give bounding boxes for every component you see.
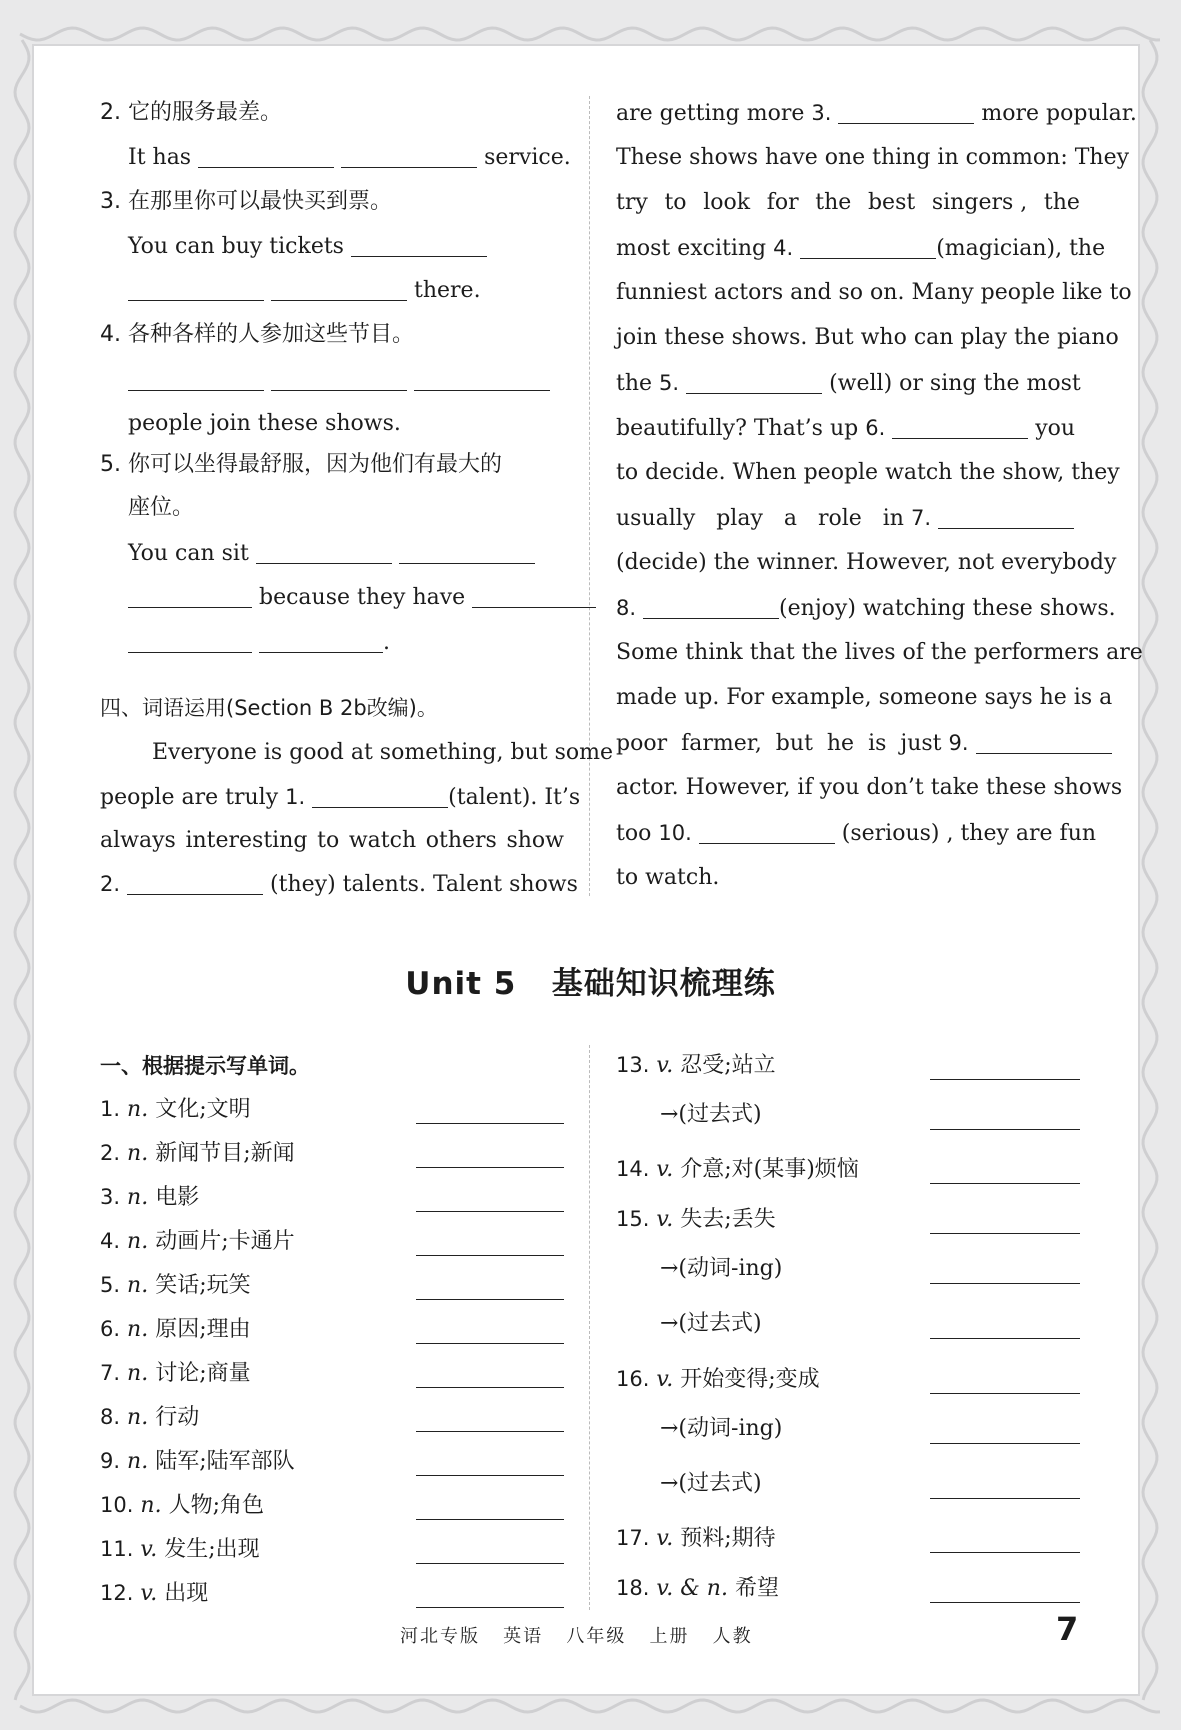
vocab-meaning: 新闻节目;新闻 — [155, 1141, 295, 1166]
answer-line[interactable] — [930, 1498, 1080, 1499]
answer-line[interactable] — [416, 1475, 564, 1476]
vocab-item — [100, 1534, 260, 1565]
passage-r3: try to look for the best singers , the — [616, 190, 1080, 215]
q4-english: people join these shows. — [128, 411, 401, 436]
page-number: 7 — [1056, 1610, 1079, 1648]
answer-blank[interactable] — [259, 630, 383, 653]
answer-line[interactable] — [416, 1123, 564, 1124]
passage-r11: (decide) the winner. However, not everybody — [616, 550, 1117, 575]
vocab-item-13-past: →(过去式) — [660, 1102, 762, 1127]
vocab-number: 12. — [100, 1581, 134, 1605]
vocab-item-16-ing: →(动词-ing) — [660, 1416, 783, 1441]
answer-blank-7[interactable] — [938, 506, 1074, 529]
vocab-pos: v. — [140, 1581, 158, 1606]
q4-chinese: 4. 各种各样的人参加这些节目。 — [100, 322, 414, 347]
passage-r4: most exciting 4. (magician), the — [616, 236, 1106, 261]
passage-r13: Some think that the lives of the performers are — [616, 640, 1143, 665]
answer-blank[interactable] — [128, 585, 252, 608]
q5-chinese: 5. 你可以坐得最舒服，因为他们有最大的 — [100, 452, 502, 477]
vocab-pos: n. — [127, 1141, 149, 1166]
passage-line-2: people are truly 1. (talent). It’s — [100, 785, 581, 810]
vocab-number: 9. — [100, 1449, 121, 1473]
answer-line[interactable] — [416, 1167, 564, 1168]
passage-r5: funniest actors and so on. Many people like to — [616, 280, 1132, 305]
q3-chinese: 3. 在那里你可以最快买到票。 — [100, 189, 392, 214]
vocab-meaning: 行动 — [155, 1405, 200, 1430]
vocab-meaning: 发生;出现 — [164, 1537, 260, 1562]
vocab-pos: n. — [127, 1317, 149, 1342]
answer-blank[interactable] — [414, 368, 550, 391]
vocab-meaning: 动画片;卡通片 — [155, 1229, 295, 1254]
q5-english: You can sit — [128, 539, 535, 569]
answer-blank-9[interactable] — [976, 731, 1112, 754]
vocab-number: 4. — [100, 1229, 121, 1253]
vocab-pos: n. — [127, 1273, 149, 1298]
answer-line[interactable] — [930, 1129, 1080, 1130]
unit-title: 基础知识梳理练 — [551, 966, 776, 1002]
passage-r16: actor. However, if you don’t take these shows — [616, 775, 1123, 800]
vocab-number: 5. — [100, 1273, 121, 1297]
column-divider-bottom — [589, 1045, 590, 1610]
vocab-item — [100, 1490, 264, 1521]
vocab-pos: n. — [140, 1493, 162, 1518]
vocab-pos: n. — [127, 1229, 149, 1254]
answer-blank-2[interactable] — [127, 872, 263, 895]
vocab-item — [100, 1446, 295, 1477]
vocab-pos: n. — [127, 1361, 149, 1386]
answer-line[interactable] — [416, 1255, 564, 1256]
answer-line[interactable] — [930, 1183, 1080, 1184]
vocab-pos: n. — [127, 1185, 149, 1210]
vocab-number: 11. — [100, 1537, 134, 1561]
vocab-section-title: 一、根据提示写单词。 — [100, 1054, 310, 1078]
answer-blank[interactable] — [256, 541, 392, 564]
answer-blank[interactable] — [399, 541, 535, 564]
q5-chinese-2: 座位。 — [128, 495, 195, 520]
answer-blank[interactable] — [472, 585, 596, 608]
answer-line[interactable] — [416, 1299, 564, 1300]
answer-blank[interactable] — [351, 234, 487, 257]
vocab-number: 7. — [100, 1361, 121, 1385]
answer-line[interactable] — [930, 1552, 1080, 1553]
vocab-meaning: 讨论;商量 — [155, 1361, 251, 1386]
passage-r15: poor farmer, but he is just 9. — [616, 728, 1112, 759]
answer-line[interactable] — [416, 1607, 564, 1608]
vocab-meaning: 电影 — [155, 1185, 200, 1210]
vocab-item — [100, 1270, 251, 1301]
unit-label: Unit 5 — [405, 966, 517, 1002]
answer-line[interactable] — [416, 1563, 564, 1564]
vocab-item-13: 13. v. 忍受;站立 — [616, 1053, 776, 1078]
answer-blank-1[interactable] — [312, 785, 448, 808]
answer-line[interactable] — [930, 1602, 1080, 1603]
vocab-item-18: 18. v. & n. 希望 — [616, 1576, 779, 1601]
answer-blank[interactable] — [128, 368, 264, 391]
section-4-title: 四、词语运用(Section B 2b改编)。 — [100, 696, 438, 720]
answer-blank-8[interactable] — [643, 596, 779, 619]
passage-r17: too 10. (serious) , they are fun — [616, 821, 1097, 846]
answer-blank[interactable] — [128, 278, 264, 301]
passage-r14: made up. For example, someone says he is a — [616, 685, 1113, 710]
passage-r18: to watch. — [616, 865, 720, 890]
answer-line[interactable] — [416, 1211, 564, 1212]
passage-r10: usually play a role in 7. — [616, 503, 1074, 534]
vocab-item — [100, 1358, 251, 1389]
passage-r12: 8. (enjoy) watching these shows. — [616, 596, 1116, 621]
answer-line[interactable] — [416, 1387, 564, 1388]
vocab-number: 3. — [100, 1185, 121, 1209]
passage-line-4: 2. (they) talents. Talent shows — [100, 872, 578, 897]
vocab-item — [100, 1094, 251, 1125]
vocab-item-17: 17. v. 预料;期待 — [616, 1526, 776, 1551]
vocab-pos: v. — [140, 1537, 158, 1562]
q3-english: You can buy tickets — [128, 232, 487, 262]
answer-blank[interactable] — [271, 368, 407, 391]
passage-r2: These shows have one thing in common: They — [616, 145, 1130, 170]
passage-r8: beautifully? That’s up 6. you — [616, 416, 1076, 441]
answer-blank-4[interactable] — [800, 236, 936, 259]
vocab-item — [100, 1402, 199, 1433]
vocab-item-16: 16. v. 开始变得;变成 — [616, 1367, 820, 1392]
passage-r7: the 5. (well) or sing the most — [616, 371, 1081, 396]
q2-chinese: 2. 它的服务最差。 — [100, 100, 282, 125]
q5-english-2: because they have — [128, 583, 596, 613]
passage-r9: to decide. When people watch the show, they — [616, 460, 1120, 485]
answer-line[interactable] — [930, 1233, 1080, 1234]
q5-english-3: . — [128, 628, 390, 658]
vocab-meaning: 原因;理由 — [155, 1317, 251, 1342]
unit-heading — [0, 958, 1181, 1003]
answer-line[interactable] — [930, 1393, 1080, 1394]
vocab-number: 6. — [100, 1317, 121, 1341]
answer-blank-6[interactable] — [892, 416, 1028, 439]
answer-blank[interactable] — [341, 145, 477, 168]
vocab-pos: n. — [127, 1097, 149, 1122]
answer-blank[interactable] — [271, 278, 407, 301]
answer-blank[interactable] — [198, 145, 334, 168]
vocab-item — [100, 1182, 199, 1213]
passage-r1: are getting more 3. more popular. — [616, 101, 1137, 126]
vocab-meaning: 笑话;玩笑 — [155, 1273, 251, 1298]
q2-english: It has service. — [128, 145, 571, 170]
vocab-item-15: 15. v. 失去;丢失 — [616, 1207, 776, 1232]
passage-line-3: always interesting to watch others show — [100, 828, 564, 853]
answer-line[interactable] — [930, 1079, 1080, 1080]
vocab-pos: n. — [127, 1405, 149, 1430]
answer-line[interactable] — [416, 1519, 564, 1520]
answer-blank-3[interactable] — [838, 101, 974, 124]
vocab-number: 1. — [100, 1097, 121, 1121]
answer-line[interactable] — [930, 1283, 1080, 1284]
answer-blank-5[interactable] — [686, 371, 822, 394]
vocab-meaning: 陆军;陆军部队 — [155, 1449, 295, 1474]
answer-line[interactable] — [416, 1431, 564, 1432]
vocab-number: 2. — [100, 1141, 121, 1165]
vocab-meaning: 人物;角色 — [168, 1493, 264, 1518]
vocab-item-14: 14. v. 介意;对(某事)烦恼 — [616, 1157, 859, 1182]
answer-line[interactable] — [416, 1343, 564, 1344]
vocab-number: 8. — [100, 1405, 121, 1429]
vocab-meaning: 出现 — [164, 1581, 209, 1606]
vocab-item-15-past: →(过去式) — [660, 1311, 762, 1336]
answer-line[interactable] — [930, 1443, 1080, 1444]
vocab-item-15-ing: →(动词-ing) — [660, 1256, 783, 1281]
vocab-item — [100, 1578, 208, 1609]
passage-line-1: Everyone is good at something, but some — [152, 740, 614, 765]
answer-blank-10[interactable] — [699, 821, 835, 844]
passage-r6: join these shows. But who can play the piano — [616, 325, 1119, 350]
footer-edition: 河北专版 英语 八年级 上册 人教 — [400, 1626, 753, 1647]
column-divider-top — [589, 96, 590, 896]
q4-blanks — [128, 366, 550, 396]
answer-line[interactable] — [930, 1338, 1080, 1339]
vocab-meaning: 文化;文明 — [155, 1097, 251, 1122]
answer-blank[interactable] — [128, 630, 252, 653]
vocab-item — [100, 1226, 295, 1257]
q3-english-2: there. — [128, 276, 481, 306]
vocab-item — [100, 1314, 251, 1345]
vocab-pos: n. — [127, 1449, 149, 1474]
vocab-item — [100, 1138, 295, 1169]
vocab-item-16-past: →(过去式) — [660, 1471, 762, 1496]
vocab-number: 10. — [100, 1493, 134, 1517]
